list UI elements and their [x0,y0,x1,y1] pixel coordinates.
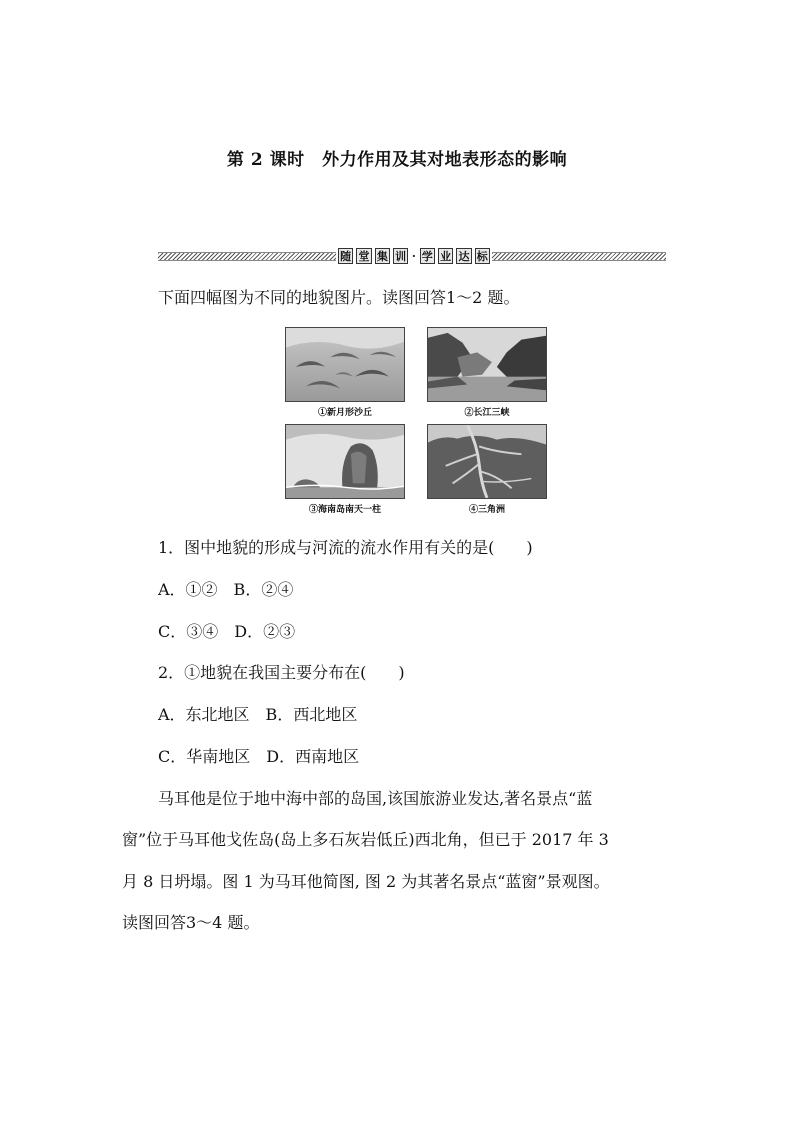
figure-caption: ④三角洲 [468,505,505,515]
banner-separator: · [412,249,416,263]
section-banner [338,246,490,266]
banner-char: 业 [438,248,453,264]
figure-4 [427,424,547,515]
divider-hatch-right [492,252,666,261]
intro-text: 下面四幅图为不同的地貌图片。读图回答1～2 题。 [158,288,520,307]
passage-line: 马耳他是位于地中海中部的岛国,该国旅游业发达,著名景点“蓝 [158,789,593,808]
figure-caption: ①新月形沙丘 [317,408,372,418]
question-2-options-cd: C．华南地区 D．西南地区 [158,747,360,766]
delta-photo-icon [427,424,547,499]
figure-caption: ②长江三峡 [464,408,510,418]
question-2-options-ab: A．东北地区 B．西北地区 [158,705,358,724]
question-2-stem: 2．①地貌在我国主要分布在( ) [158,663,405,682]
figure-3 [285,424,405,515]
page-title: 第 2 课时 外力作用及其对地表形态的影响 [226,150,568,170]
section-divider [158,246,666,266]
banner-char: 学 [420,248,435,264]
river-gorge-photo-icon [427,327,547,402]
figure-2 [427,327,547,418]
banner-char: 堂 [356,248,371,264]
banner-char: 随 [338,248,353,264]
passage-line: 窗”位于马耳他戈佐岛(岛上多石灰岩低丘)西北角，但已于 2017 年 3 [122,830,609,849]
sand-dune-photo-icon [285,327,405,402]
banner-char: 训 [393,248,408,264]
figure-grid [285,327,547,517]
question-1-stem: 1．图中地貌的形成与河流的流水作用有关的是( ) [158,538,533,557]
coastal-rock-photo-icon [285,424,405,499]
passage-line: 读图回答3～4 题。 [122,913,260,932]
banner-char: 标 [475,248,490,264]
question-1-options-cd: C．③④ D．②③ [158,622,296,641]
banner-char: 集 [375,248,390,264]
passage-line: 月 8 日坍塌。图 1 为马耳他简图, 图 2 为其著名景点“蓝窗”景观图。 [122,872,610,891]
question-1-options-ab: A．①② B．②④ [158,580,294,599]
figure-caption: ③海南岛南天一柱 [308,505,381,515]
banner-char: 达 [456,248,471,264]
figure-1 [285,327,405,418]
divider-hatch-left [158,252,336,261]
